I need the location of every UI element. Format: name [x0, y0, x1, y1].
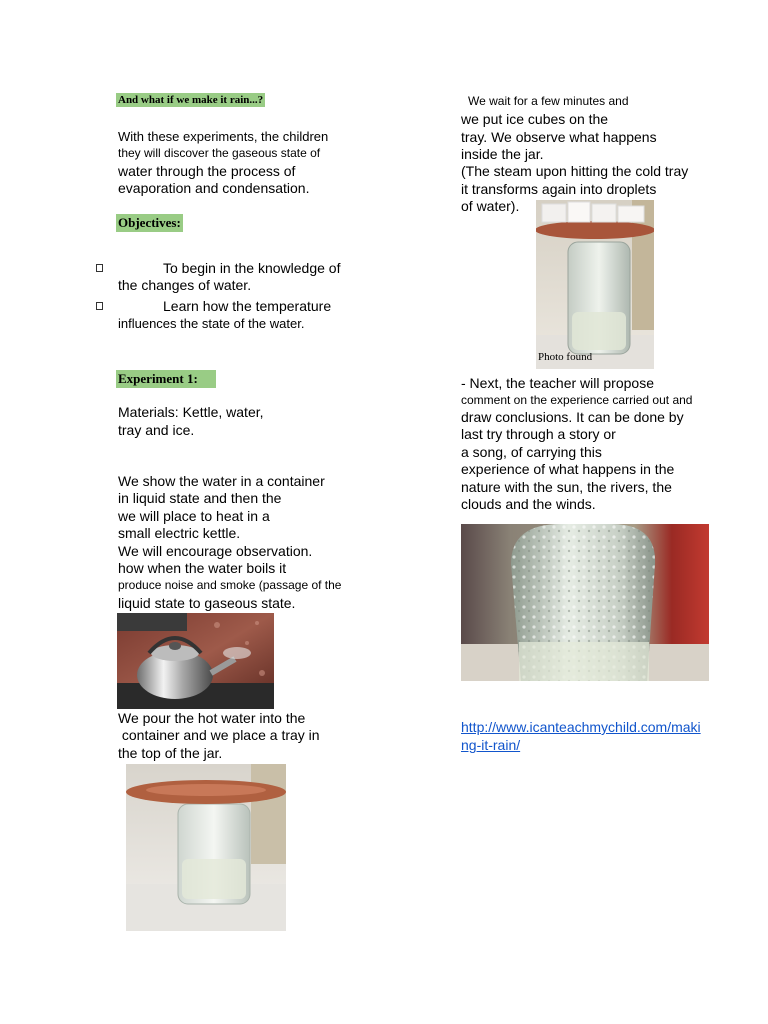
intro-line-1: With these experiments, the children	[118, 129, 329, 144]
objective-2-line-2: influences the state of the water.	[118, 316, 305, 331]
jar-with-ice-photo	[536, 200, 654, 369]
checkbox-bullet-icon	[96, 302, 103, 310]
next-line-4: last try through a story or	[461, 426, 616, 442]
wait-line-1: We wait for a few minutes and	[468, 94, 629, 108]
procedure-line-7: produce noise and smoke (passage of the	[118, 578, 342, 592]
wait-line-3: tray. We observe what happens	[461, 129, 657, 145]
procedure-line-3: we will place to heat in a	[118, 508, 270, 524]
checkbox-bullet-icon	[96, 264, 103, 272]
next-line-5: a song, of carrying this	[461, 444, 602, 460]
next-line-3: draw conclusions. It can be done by	[461, 409, 684, 425]
wait-line-4: inside the jar.	[461, 146, 544, 162]
procedure-line-2: in liquid state and then the	[118, 490, 282, 506]
source-link[interactable]: http://www.icanteachmychild.com/maki	[461, 719, 701, 735]
title-heading: And what if we make it rain...?	[118, 94, 264, 106]
wait-line-6: it transforms again into droplets	[461, 181, 657, 197]
procedure-line-8: liquid state to gaseous state.	[118, 595, 296, 611]
procedure-line-5: We will encourage observation.	[118, 543, 313, 559]
objectives-heading: Objectives:	[118, 215, 181, 230]
wait-line-5: (The steam upon hitting the cold tray	[461, 163, 689, 179]
next-line-8: clouds and the winds.	[461, 496, 596, 512]
condensation-jar-photo	[461, 524, 709, 681]
jar-with-tray-photo	[126, 764, 286, 931]
materials-line-2: tray and ice.	[118, 422, 195, 438]
kettle-photo	[117, 613, 274, 709]
objective-1-line-1: To begin in the knowledge of	[163, 260, 341, 276]
next-line-2: comment on the experience carried out and	[461, 393, 693, 407]
next-line-7: nature with the sun, the rivers, the	[461, 479, 672, 495]
pour-line-3: the top of the jar.	[118, 745, 223, 761]
source-link-continued[interactable]: ng-it-rain/	[461, 737, 521, 753]
materials-line-1: Materials: Kettle, water,	[118, 404, 264, 420]
experiment-heading: Experiment 1:	[116, 370, 216, 388]
pour-line-2: container and we place a tray in	[118, 727, 320, 743]
wait-line-7: of water).	[461, 198, 520, 214]
photo-caption: Photo found	[538, 351, 593, 363]
next-line-1: - Next, the teacher will propose	[461, 375, 654, 391]
intro-line-3: water through the process of	[118, 163, 296, 179]
objective-2-line-1: Learn how the temperature	[163, 298, 332, 314]
intro-line-2: they will discover the gaseous state of	[118, 146, 321, 160]
procedure-line-6: how when the water boils it	[118, 560, 287, 576]
pour-line-1: We pour the hot water into the	[118, 710, 306, 726]
procedure-line-4: small electric kettle.	[118, 525, 241, 541]
procedure-line-1: We show the water in a container	[118, 473, 325, 489]
wait-line-2: we put ice cubes on the	[461, 111, 609, 127]
next-line-6: experience of what happens in the	[461, 461, 675, 477]
intro-line-4: evaporation and condensation.	[118, 180, 310, 196]
objective-1-line-2: the changes of water.	[118, 277, 252, 293]
